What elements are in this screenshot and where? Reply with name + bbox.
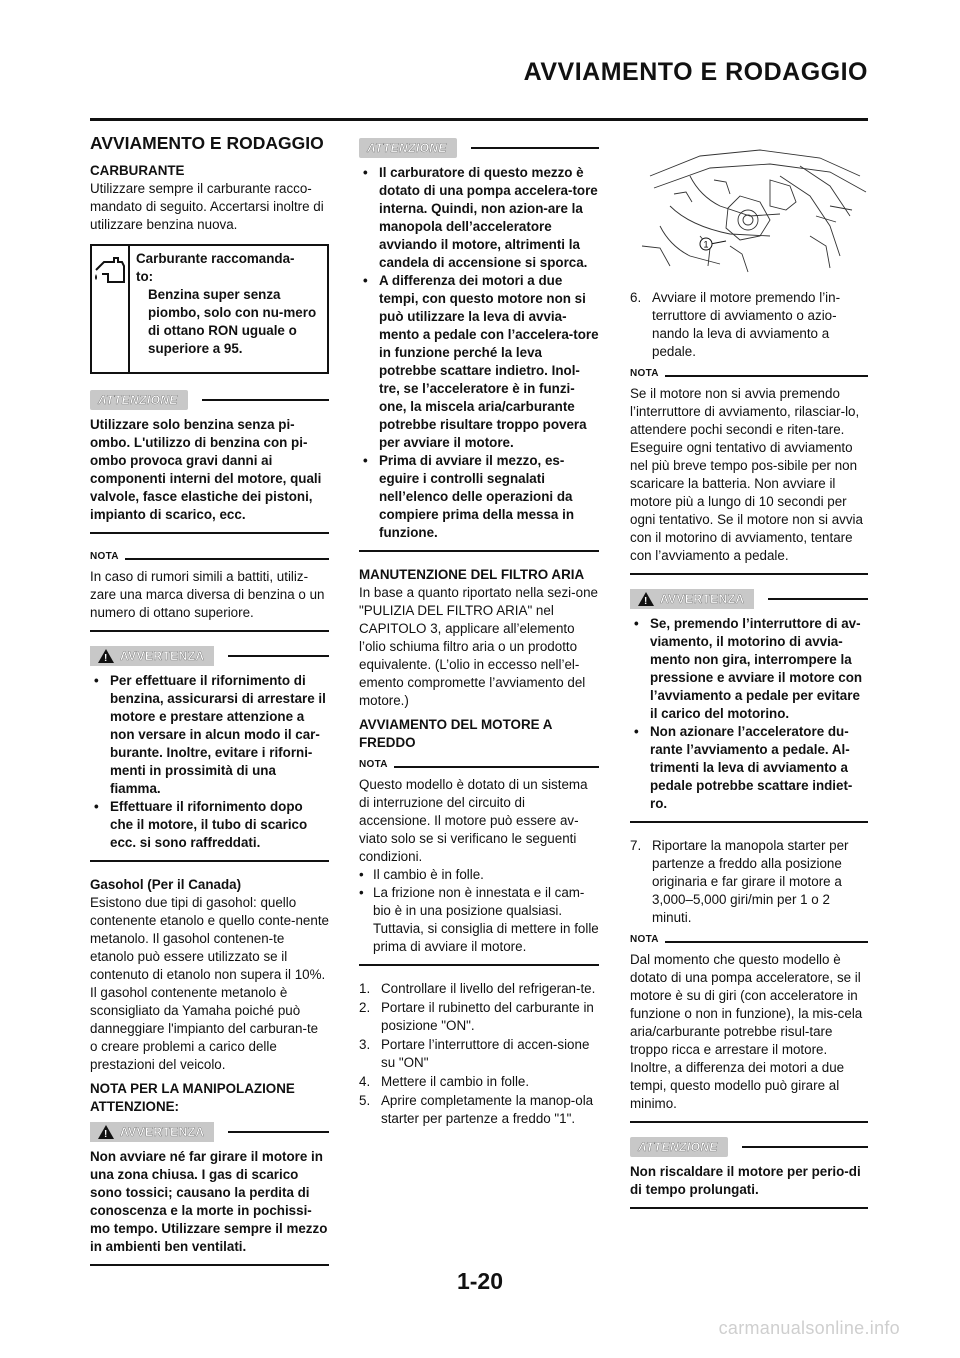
handling-heading: NOTA PER LA MANIPOLAZIONE ATTENZIONE: bbox=[90, 1081, 295, 1114]
note-header bbox=[90, 548, 329, 566]
start-steps-list bbox=[359, 980, 599, 1128]
list-item: 3. Portare l’interruttore di accen-sione su "ON" bbox=[359, 1037, 590, 1070]
warning-header bbox=[90, 1122, 329, 1142]
note-knocking-text: In caso di rumori simili a battiti, utiliz-zare una marca diversa di benzina o un numero di ottano superiore. bbox=[90, 569, 325, 620]
fuel-heading: CARBURANTE bbox=[90, 163, 185, 178]
gasohol-text: Esistono due tipi di gasohol: quello contenente etanolo e quello conte-nente metanolo. Il gasohol contenen-te etanolo può essere utilizzato se il contenuto di etanolo non supera il 10%. Il gasohol contenente metanolo è sconsigliato da Yamaha poiché può danneggiare l'impianto del carburan-te o creare problemi a carico delle prestazioni del veicolo. bbox=[90, 895, 329, 1072]
divider bbox=[90, 630, 329, 632]
figure-callout: 1 bbox=[703, 239, 709, 250]
note-accelerator-pump-text: Dal momento che questo modello è dotato di una pompa acceleratore, se il motore è su di giri (con acceleratore in funzione o non in funzione), la mis-cela aria/carburante potrebbe risul-tare troppo ricca e arrestare il motore. Inoltre, a differenza dei motori a due tempi, questo modello può girare al minimo. bbox=[630, 952, 863, 1111]
caution-label: ATTENZIONE bbox=[359, 138, 457, 158]
caution-carburetor-list bbox=[359, 164, 599, 542]
list-item: • Se, premendo l’interruttore di av-viamento, il motorino di avvia-mento non gira, interrompere la pressione e avviare il motore con l’avviamento a pedale per evitare il carico del motorino. bbox=[630, 615, 868, 723]
list-item: • Il cambio è in folle. bbox=[359, 866, 599, 884]
list-item: 5. Aprire completamente la manop-ola starter per partenze a freddo "1". bbox=[359, 1093, 594, 1126]
divider bbox=[630, 1207, 868, 1209]
note-label: NOTA bbox=[359, 759, 388, 770]
warning-label: ! AVVERTENZA bbox=[630, 589, 754, 609]
divider bbox=[359, 550, 599, 552]
caution-warmup-text: Non riscaldare il motore per perio-di di tempo prolungati. bbox=[630, 1164, 861, 1197]
note-conditions-list bbox=[359, 866, 599, 956]
list-item: 4. Mettere il cambio in folle. bbox=[359, 1074, 530, 1089]
list-item: 7. Riportare la manopola starter per partenze a freddo alla posizione originaria e far girare il motore a 3,000–5,000 giri/min per 1 o 2 minuti. bbox=[630, 838, 849, 925]
column-2 bbox=[359, 134, 599, 1129]
note-label: NOTA bbox=[90, 551, 119, 562]
warning-starter-list bbox=[630, 615, 868, 813]
divider bbox=[630, 821, 868, 823]
caution-header bbox=[90, 390, 329, 410]
list-item: • Il carburatore di questo mezzo è dotato di una pompa accelera-tore interna. Quindi, non azion-are la manopola dell’acceleratore avviando il motore, altrimenti la candela di accensione si sporca. bbox=[359, 164, 599, 272]
note-header bbox=[630, 931, 868, 949]
divider bbox=[90, 860, 329, 862]
list-item: 2. Portare il rubinetto del carburante in posizione "ON". bbox=[359, 1000, 594, 1033]
step-6 bbox=[630, 289, 868, 361]
caution-label: ATTENZIONE bbox=[630, 1137, 728, 1157]
warning-header bbox=[630, 589, 868, 609]
warning-triangle-icon bbox=[638, 592, 654, 606]
warning-triangle-icon bbox=[98, 1125, 114, 1139]
list-item: • Non azionare l’acceleratore du-rante l’avviamento a pedale. Al-trimenti la leva di avviamento a pedale potrebbe scattare indiet-ro. bbox=[630, 723, 868, 813]
note-ignition-text: Questo modello è dotato di un sistema di interruzione del circuito di accensione. Il motore può essere av-viato solo se si verificano le seguenti condizioni. bbox=[359, 777, 588, 864]
fuel-text: Utilizzare sempre il carburante racco-mandato di seguito. Accertarsi inoltre di utilizzare benzina nuova. bbox=[90, 181, 324, 232]
divider bbox=[630, 573, 868, 575]
note-header bbox=[630, 365, 868, 383]
note-label: NOTA bbox=[630, 934, 659, 945]
cold-start-knob-illustration bbox=[630, 136, 868, 276]
page-header-title: AVVIAMENTO E RODAGGIO bbox=[523, 58, 868, 86]
list-item: • La frizione non è innestata e il cam-bio è in una posizione qualsiasi. Tuttavia, si consiglia di mettere in folle prima di avviare il motore. bbox=[359, 884, 599, 956]
list-item: 1. Controllare il livello del refrigeran-te. bbox=[359, 981, 596, 996]
watermark: carmanualsonline.info bbox=[718, 1318, 900, 1338]
gasohol-heading: Gasohol (Per il Canada) bbox=[90, 877, 242, 892]
list-item: 6. Avviare il motore premendo l’in-terruttore di avviamento o azio-nando la leva di avviamento a pedale. bbox=[630, 290, 841, 359]
caution-header bbox=[359, 138, 599, 158]
warning-label: ! AVVERTENZA bbox=[90, 646, 214, 666]
divider bbox=[630, 1121, 868, 1123]
divider bbox=[90, 1264, 329, 1266]
warning-ventilation-text: Non avviare né far girare il motore in una zona chiusa. I gas di scarico sono tossici; causano la perdita di conoscenza e la morte in pochissi-mo tempo. Utilizzare sempre il mezzo in ambienti ben ventilati. bbox=[90, 1149, 328, 1254]
air-filter-heading: MANUTENZIONE DEL FILTRO ARIA bbox=[359, 567, 585, 582]
list-item: • Effettuare il rifornimento dopo che il motore, il tubo di scarico ecc. si sono raffreddati. bbox=[90, 798, 329, 852]
divider bbox=[359, 964, 599, 966]
step-7 bbox=[630, 837, 868, 927]
caution-label: ATTENZIONE bbox=[90, 390, 188, 410]
column-3 bbox=[630, 134, 868, 1223]
column-1 bbox=[90, 134, 329, 1280]
fuel-box-line1: Carburante raccomanda- bbox=[136, 251, 295, 266]
note-label: NOTA bbox=[630, 368, 659, 379]
warning-header bbox=[90, 646, 329, 666]
air-filter-text: In base a quanto riportato nella sezi-one "PULIZIA DEL FILTRO ARIA" nel CAPITOLO 3, applicare all’elemento l’olio schiuma filtro aria o un prodotto equivalente. (L’olio in eccesso nell’el-emento compromette l’avviamento del motore.) bbox=[359, 585, 598, 708]
list-item: • A differenza dei motori a due tempi, con questo motore non si può utilizzare la leva di avvia-mento a pedale con l’accelera-tore in funzione perché la leva potrebbe scattare indietro. Inol-tre, se l’acceleratore è in funzi-one, la miscela aria/carburante potrebbe risultare troppo povera per avviare il motore. bbox=[359, 272, 599, 452]
note-starter-text: Se il motore non si avvia premendo l’interruttore di avviamento, rilasciar-lo, attendere pochi secondi e riten-tare. Eseguire ogni tentativo di avviamento nel più breve tempo pos-sibile per non scaricare la batteria. Non avviare il motore più a lungo di 10 secondi per ogni tentativo. Se il motore non si avvia con il motorino di avviamento, tentare con l’avviamento a pedale. bbox=[630, 386, 863, 563]
recommended-fuel-box bbox=[90, 244, 329, 374]
list-item: • Prima di avviare il mezzo, es-eguire i controlli segnalati nell’elenco delle operazioni da compiere prima della messa in funzione. bbox=[359, 452, 599, 542]
warning-triangle-icon bbox=[98, 649, 114, 663]
divider bbox=[90, 532, 329, 534]
fuel-box-line2: to: bbox=[136, 269, 154, 284]
section-title: AVVIAMENTO E RODAGGIO bbox=[90, 133, 324, 153]
warning-label: ! AVVERTENZA bbox=[90, 1122, 214, 1142]
page-number: 1-20 bbox=[456, 1268, 504, 1294]
fuel-box-spec: Benzina super senza piombo, solo con nu-mero di ottano RON uguale o superiore a 95. bbox=[148, 287, 317, 356]
header-rule bbox=[90, 118, 868, 121]
note-header bbox=[359, 756, 599, 774]
caution-unleaded-text: Utilizzare solo benzina senza pi-ombo. L'utilizzo di benzina con pi-ombo provoca gravi danni ai componenti interni del motore, quali valvole, fasce elastiche dei pistoni, impianto di scarico, ecc. bbox=[90, 417, 322, 522]
caution-header bbox=[630, 1137, 868, 1157]
list-item: • Per effettuare il rifornimento di benzina, assicurarsi di arrestare il motore e prestare attenzione a non versare in alcun modo il car-burante. Inoltre, evitare i riforni-menti in prossimità di una fiamma. bbox=[90, 672, 329, 798]
warning-refuel-list bbox=[90, 672, 329, 852]
cold-start-heading: AVVIAMENTO DEL MOTORE A FREDDO bbox=[359, 717, 552, 750]
fuel-pump-icon bbox=[92, 246, 130, 372]
